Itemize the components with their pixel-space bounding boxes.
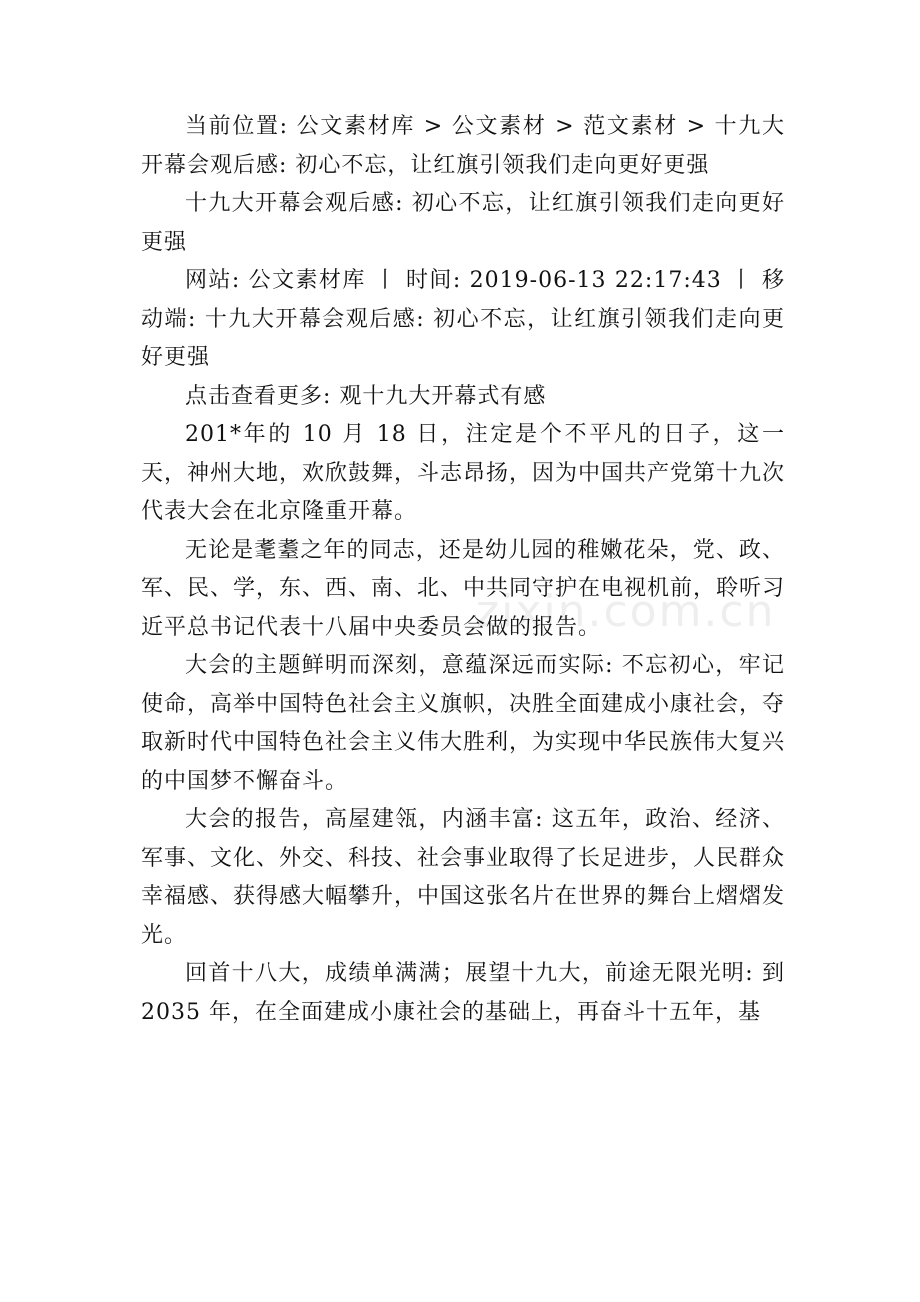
paragraph-4: 大会的报告，高屋建瓴，内涵丰富: 这五年，政治、经济、军事、文化、外交、科技、社会事业取得了长足进步，人民群众幸福感、获得感大幅攀升，中国这张名片在世界的舞台上熠熠发光。 <box>141 807 786 948</box>
breadcrumb: 当前位置: 公文素材库 > 公文素材 > 范文素材 > 十九大开幕会观后感: 初心不忘，让红旗引领我们走向更好更强 <box>141 114 785 178</box>
document-body <box>141 108 785 1032</box>
paragraph-3: 大会的主题鲜明而深刻，意蕴深远而实际: 不忘初心，牢记使命，高举中国特色社会主义旗帜，决胜全面建成小康社会，夺取新时代中国特色社会主义伟大胜利，为实现中华民族伟大复兴的中国梦不懈奋斗。 <box>141 653 786 794</box>
paragraph-1: 201*年的 10 月 18 日，注定是个不平凡的日子，这一天，神州大地，欢欣鼓舞，斗志昂扬，因为中国共产党第十九次代表大会在北京隆重开幕。 <box>141 422 786 524</box>
more-link[interactable]: 点击查看更多: 观十九大开幕式有感 <box>185 383 547 409</box>
watermark: zixin.com.cn <box>476 586 776 637</box>
meta-info: 网站: 公文素材库 丨 时间: 2019-06-13 22:17:43 丨 移动端: 十九大开幕会观后感: 初心不忘，让红旗引领我们走向更好更强 <box>141 268 785 370</box>
paragraph-2: 无论是耄耋之年的同志，还是幼儿园的稚嫩花朵，党、政、军、民、学，东、西、南、北、中共同守护在电视机前，聆听习近平总书记代表十八届中央委员会做的报告。 <box>141 537 786 640</box>
page-title: 十九大开幕会观后感: 初心不忘，让红旗引领我们走向更好更强 <box>141 191 785 255</box>
paragraph-5: 回首十八大，成绩单满满；展望十九大，前途无限光明: 到 2035 年，在全面建成小康社会的基础上，再奋斗十五年，基 <box>141 961 785 1025</box>
